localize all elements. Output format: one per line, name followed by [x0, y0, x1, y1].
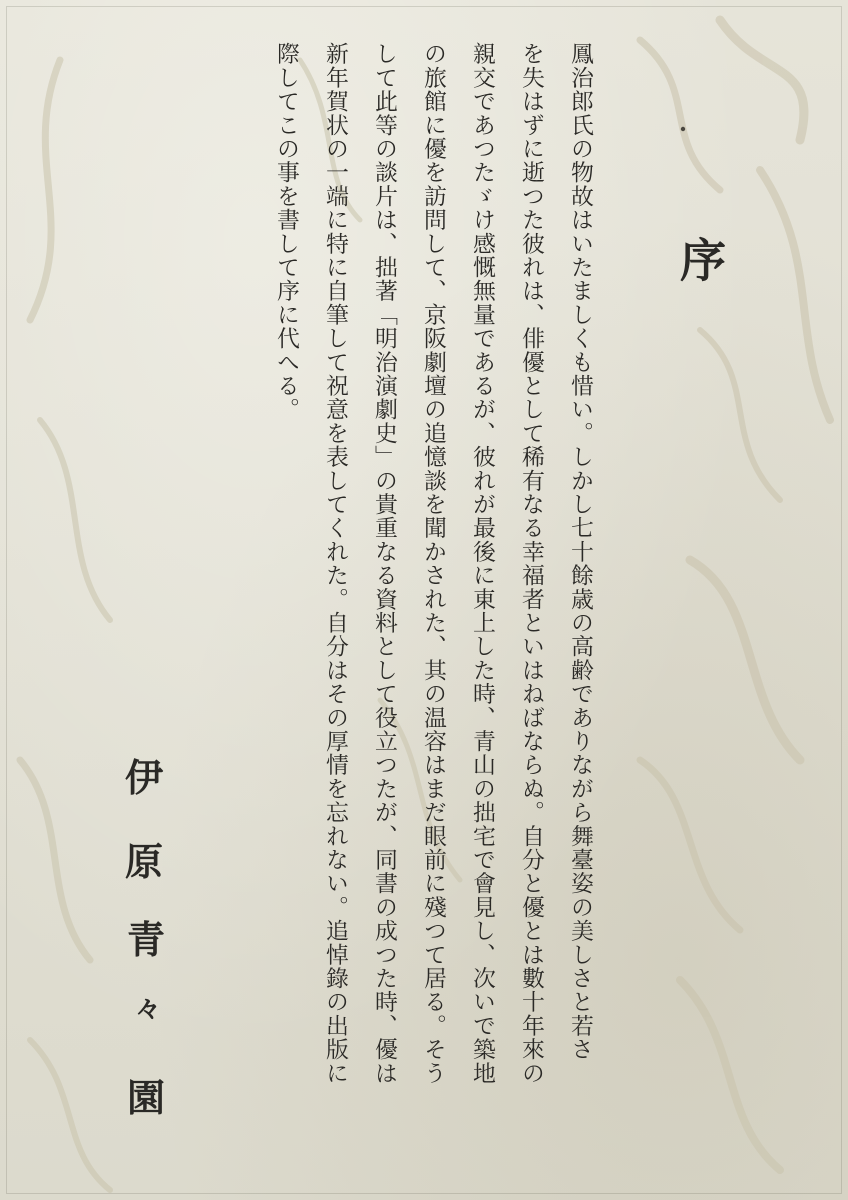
body-column-4: の旅館に優を訪問して、京阪劇壇の追憶談を聞かされた、其の温容はまだ眼前に殘つて居る。そう: [420, 42, 446, 1085]
body-column-7: 際してこの事を書して序に代へる。: [273, 42, 299, 422]
body-column-1: 鳳治郎氏の物故はいたましくも惜い。しかし七十餘歳の高齢でありながら舞臺姿の美しさと若さ: [567, 42, 593, 1062]
document-title: 序: [673, 236, 727, 282]
body-column-2: を失はずに逝つた彼れは、俳優として稀有なる幸福者といはねばならぬ。自分と優とは數十年來の: [518, 42, 544, 1085]
body-column-6: 新年賀状の一端に特に自筆して祝意を表してくれた。自分はその厚情を忘れない。追悼錄の出版に: [322, 42, 348, 1085]
signature-char-1: 伊: [124, 755, 163, 800]
signature-char-5: 園: [126, 1075, 165, 1120]
body-column-5: して此等の談片は、拙著「明治演劇史」の貴重なる資料として役立つたが、同書の成つた時、優は: [371, 42, 397, 1085]
signature-char-2: 原: [124, 839, 163, 884]
body-column-3: 親交であつたゞけ感慨無量であるが、彼れが最後に東上した時、青山の拙宅で會見し、次いで築地: [469, 42, 495, 1085]
signature-char-3: 青: [126, 917, 165, 962]
signature-char-4: 々: [134, 995, 161, 1025]
